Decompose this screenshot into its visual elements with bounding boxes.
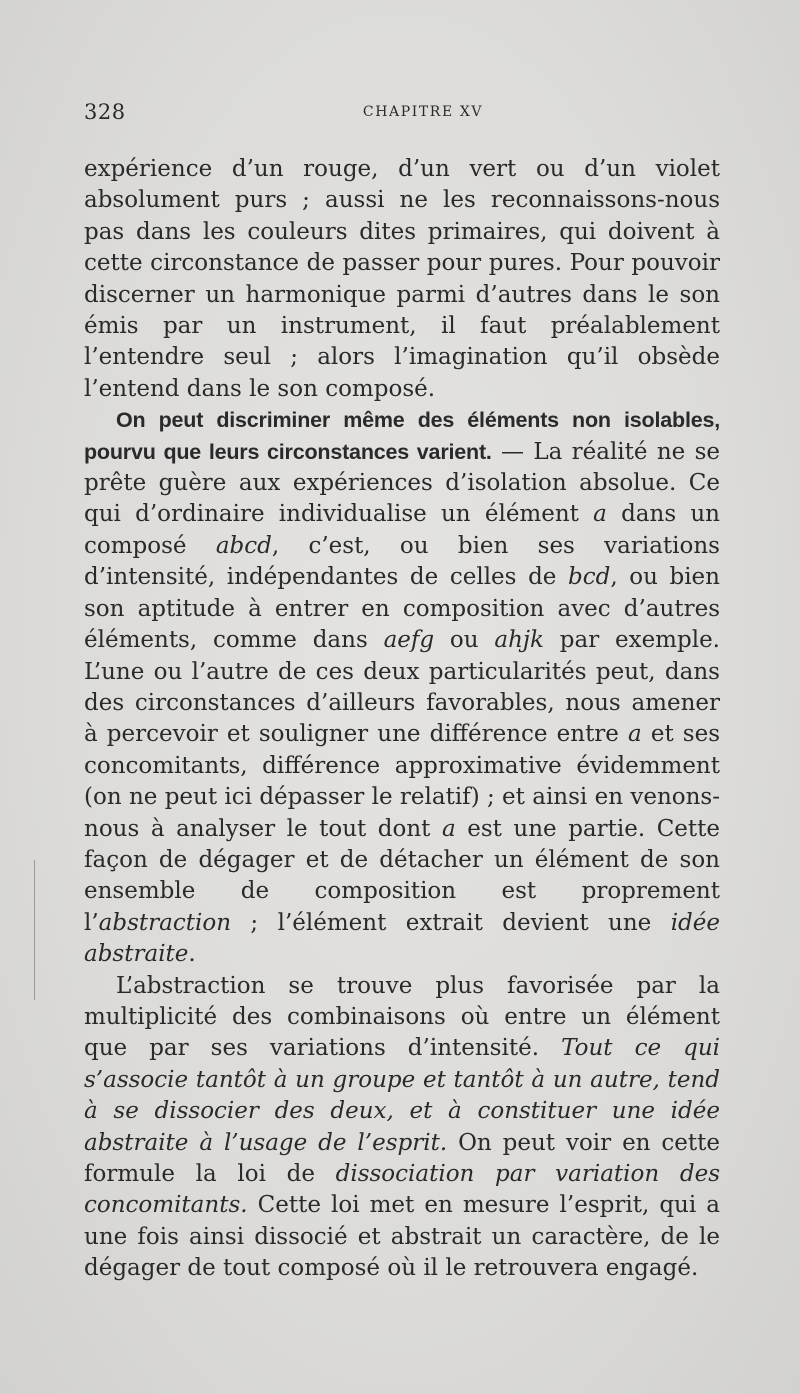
text-run: expérience d’un rouge, d’un vert ou d’un violet absolument purs ; aussi ne les reconnaissons-nous pas dans les couleurs dites primaires, qui doivent à cette circonstance de passer pour pures. Pour pouvoir discerner un harmonique parmi d’autres dans le son émis par un instrument, il faut préalablement l’entendre seul ; alors l’imagination qu’il obsède l’entend dans le son composé.	[84, 156, 720, 402]
text-run: est une partie. Cette façon de dégager et de détacher un élément de son ensemble de composition est proprement l’	[84, 815, 720, 936]
text-run: Cette loi met en mesure l’esprit, qui a une fois ainsi dissocié et abstrait un caractère, de le dégager de tout composé où il le retrouvera engagé.	[84, 1192, 720, 1282]
text-run: ou	[434, 627, 495, 654]
page-number: 328	[84, 100, 126, 124]
text-run: par exemple. L’une ou l’autre de ces deux particularités peut, dans des circonstances d’ailleurs favorables, nous amener à percevoir et souligner une différence entre	[84, 627, 720, 748]
paragraph-2	[84, 405, 720, 970]
text-run: On peut voir en cette formule la loi de	[84, 1129, 720, 1187]
italic-run: abstraction	[98, 909, 232, 936]
italic-run: bcd	[568, 564, 611, 591]
text-run: et ses concomitants, différence approximative évidemment (on ne peut ici dépasser le relatif) ; et ainsi en venons-nous à analyser le tout dont	[84, 721, 720, 842]
text-run: , c’est, ou bien ses variations d’intensité, indépendantes de celles de	[84, 532, 720, 591]
italic-run: dissociation par variation des concomitants.	[84, 1161, 720, 1219]
text-run: , ou bien son aptitude à entrer en composition avec d’autres éléments, comme dans	[84, 564, 720, 654]
italic-run: abcd	[215, 532, 272, 559]
chapter-title: CHAPITRE XV	[362, 104, 484, 120]
italic-run: a	[628, 721, 642, 748]
text-run: — La réalité ne se prête guère aux expériences d’isolation absolue. Ce qui d’ordinaire individualise un élément	[84, 438, 721, 528]
run-in-heading: On peut discriminer même des éléments non isolables, pourvu que leurs circonstances varient.	[84, 408, 720, 464]
text-run: ; l’élément extrait devient une	[231, 909, 671, 936]
italic-run: a	[593, 501, 607, 528]
italic-run: idée abstraite	[84, 909, 720, 968]
running-head	[84, 100, 720, 128]
text-run: dans un composé	[84, 501, 720, 559]
body-text	[84, 154, 720, 1285]
italic-run: a	[441, 815, 456, 842]
margin-pencil-mark	[34, 860, 41, 1000]
italic-run: aefg	[383, 627, 435, 654]
italic-run: ahjk	[494, 627, 544, 654]
italic-run: Tout ce qui s’associe tantôt à un groupe et tantôt à un autre, tend à se dissocier des deux, et à constituer une idée abstraite à l’usage de l’esprit.	[84, 1035, 720, 1156]
paragraph-3	[84, 971, 720, 1285]
text-run: .	[188, 941, 196, 968]
paragraph-1	[84, 154, 720, 405]
text-run: L’abstraction se trouve plus favorisée par la multiplicité des combinaisons où entre un élément que par ses variations d’intensité.	[84, 972, 720, 1062]
